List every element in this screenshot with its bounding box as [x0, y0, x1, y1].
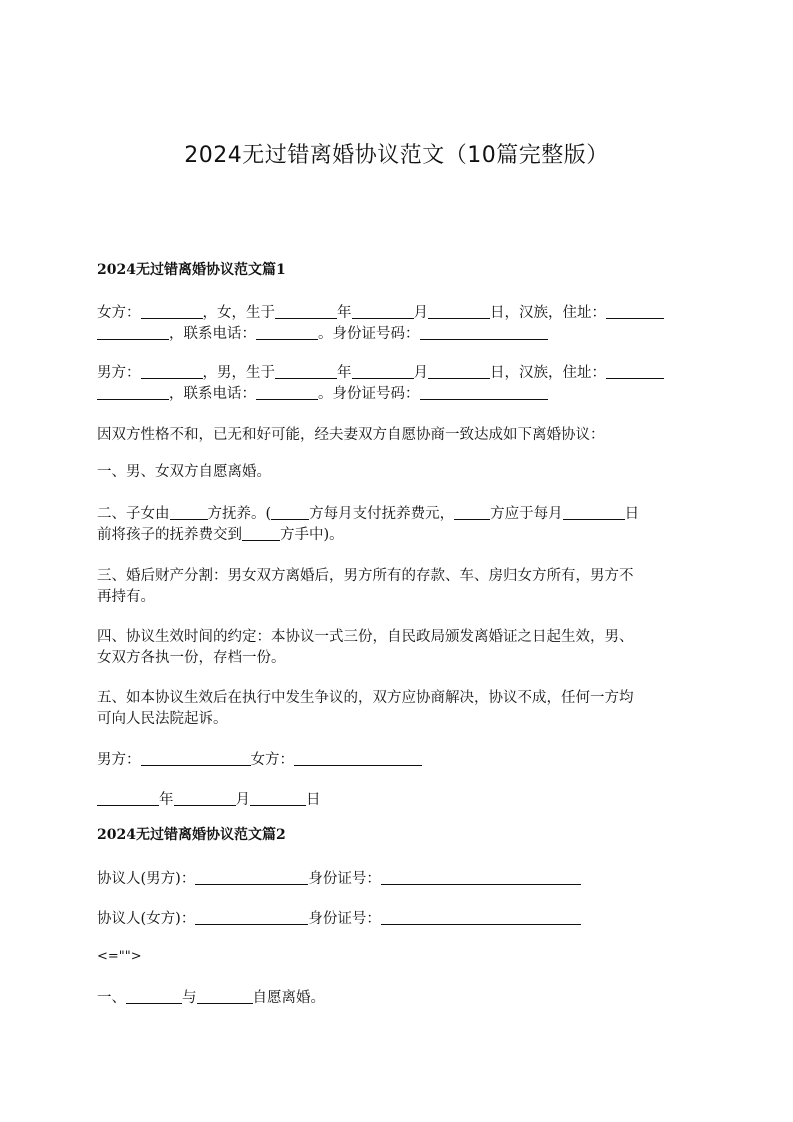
- clause-3-line2: 再持有。: [97, 589, 155, 605]
- male-label: 男方：: [97, 365, 141, 381]
- party-b-blank: [197, 988, 253, 1004]
- text-fragment: <="">: [97, 949, 142, 964]
- custody-party-blank: [170, 504, 208, 520]
- female-info-line2: [97, 324, 548, 344]
- signature-line: [97, 750, 422, 770]
- clause-3-line1: 三、婚后财产分割：男女双方离婚后，男方所有的存款、车、房归女方所有，男方不: [97, 568, 634, 584]
- female-year-blank: [275, 303, 337, 319]
- male-name-blank: [141, 363, 203, 379]
- male-phone-blank: [256, 384, 318, 400]
- party-female-label: 协议人(女方)：: [97, 911, 196, 927]
- clause-2-line2: [97, 525, 344, 545]
- male-born-label: ，男，生于: [202, 365, 275, 381]
- clause-text: 一、: [97, 990, 126, 1006]
- male-signature-blank: [141, 750, 251, 766]
- section1-heading: 2024无过错离婚协议范文篇1: [97, 262, 286, 278]
- year-label: 年: [337, 305, 352, 321]
- day-address-label: 日，汉族，住址：: [490, 305, 606, 321]
- female-address-blank-cont: [97, 324, 169, 340]
- document-title: 2024无过错离婚协议范文（10篇完整版）: [184, 143, 609, 168]
- clause-2-text: 方应于每月: [490, 506, 563, 522]
- male-year-blank: [275, 363, 337, 379]
- payer-party-blank: [271, 504, 309, 520]
- female-signature-label: 女方：: [250, 752, 294, 768]
- year-label: 年: [337, 365, 352, 381]
- party-male-label: 协议人(男方)：: [97, 871, 196, 887]
- section2-clause-1: [97, 988, 325, 1008]
- male-signature-label: 男方：: [97, 752, 141, 768]
- party-male-line: [97, 869, 581, 889]
- clause-4-line2: 女双方各执一份，存档一份。: [97, 650, 286, 666]
- id-label: 。身份证号码：: [318, 386, 420, 402]
- clause-2-text: 二、子女由: [97, 506, 170, 522]
- month-label: 月: [235, 792, 250, 808]
- male-address-blank: [606, 363, 664, 379]
- clause-2-text: 前将孩子的抚养费交到: [97, 527, 242, 543]
- phone-label: ，联系电话：: [169, 386, 256, 402]
- male-info-line2: [97, 384, 548, 404]
- party-male-id-blank: [381, 869, 581, 885]
- month-label: 月: [413, 305, 428, 321]
- clause-2-text: 方抚养。(: [207, 506, 272, 522]
- clause-1: 一、男、女双方自愿离婚。: [97, 464, 271, 480]
- clause-2-text: 日: [624, 506, 640, 522]
- party-female-id-blank: [381, 909, 581, 925]
- female-signature-blank: [294, 750, 422, 766]
- intro-paragraph: 因双方性格不和，已无和好可能，经夫妻双方自愿协商一致达成如下离婚协议：: [97, 427, 605, 443]
- id-label: 。身份证号码：: [318, 326, 420, 342]
- party-female-line: [97, 909, 581, 929]
- payer-party-blank-2: [454, 504, 490, 520]
- female-address-blank: [606, 303, 664, 319]
- phone-label: ，联系电话：: [169, 326, 256, 342]
- male-month-blank: [352, 363, 414, 379]
- clause-4-line1: 四、协议生效时间的约定：本协议一式三份，自民政局颁发离婚证之日起生效，男、: [97, 629, 634, 645]
- sign-year-blank: [97, 790, 159, 806]
- male-id-blank: [420, 384, 548, 400]
- recipient-party-blank: [242, 525, 280, 541]
- clause-text: 自愿离婚。: [252, 990, 325, 1006]
- day-address-label: 日，汉族，住址：: [490, 365, 606, 381]
- clause-5-line1: 五、如本协议生效后在执行中发生争议的，双方应协商解决，协议不成，任何一方均: [97, 690, 634, 706]
- id-number-label: 身份证号：: [308, 911, 381, 927]
- party-male-blank: [195, 869, 308, 885]
- male-address-blank-cont: [97, 384, 169, 400]
- male-info-line1: [97, 363, 664, 383]
- female-born-label: ，女，生于: [202, 305, 275, 321]
- male-day-blank: [428, 363, 490, 379]
- female-day-blank: [428, 303, 490, 319]
- sign-month-blank: [174, 790, 236, 806]
- clause-2-text: 方每月支付抚养费元，: [309, 506, 455, 522]
- female-phone-blank: [256, 324, 318, 340]
- party-female-blank: [195, 909, 308, 925]
- clause-2-line1: [97, 504, 639, 524]
- female-label: 女方：: [97, 305, 141, 321]
- female-month-blank: [352, 303, 414, 319]
- clause-2-text: 方手中)。: [280, 527, 344, 543]
- date-line: [97, 790, 321, 810]
- section2-heading: 2024无过错离婚协议范文篇2: [97, 827, 286, 843]
- clause-text: 与: [182, 990, 197, 1006]
- female-name-blank: [141, 303, 203, 319]
- clause-5-line2: 可向人民法院起诉。: [97, 711, 228, 727]
- sign-day-blank: [250, 790, 306, 806]
- payment-day-blank: [563, 504, 625, 520]
- party-a-blank: [126, 988, 182, 1004]
- female-id-blank: [420, 324, 548, 340]
- female-info-line1: [97, 303, 664, 323]
- year-label: 年: [159, 792, 174, 808]
- id-number-label: 身份证号：: [308, 871, 381, 887]
- month-label: 月: [413, 365, 428, 381]
- day-label: 日: [306, 792, 321, 808]
